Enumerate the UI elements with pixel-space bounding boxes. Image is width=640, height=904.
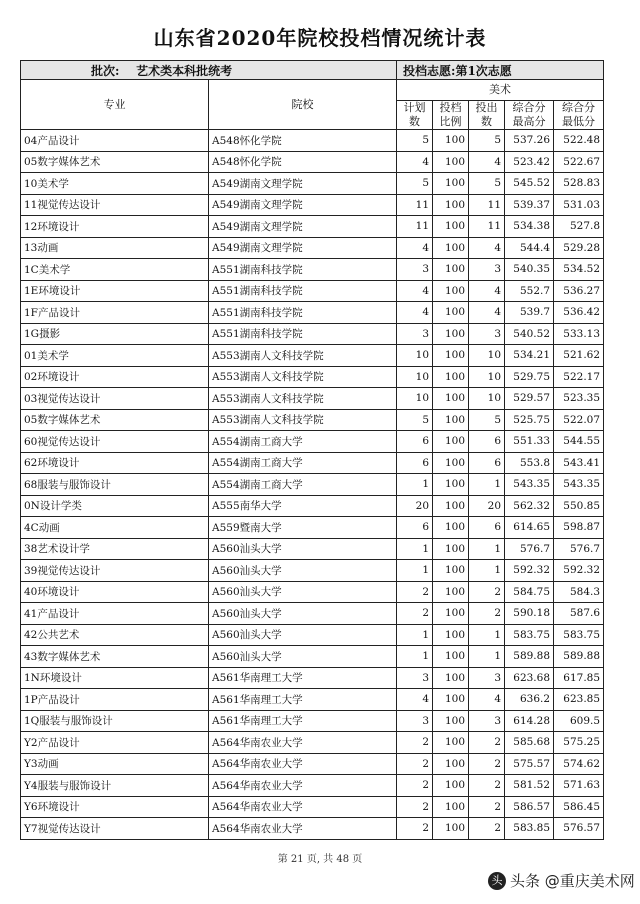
cell-min: 574.62 bbox=[554, 753, 604, 775]
cell-min: 523.35 bbox=[554, 388, 604, 410]
cell-min: 623.85 bbox=[554, 689, 604, 711]
cell-out: 2 bbox=[469, 753, 505, 775]
cell-out: 4 bbox=[469, 151, 505, 173]
cell-ratio: 100 bbox=[433, 194, 469, 216]
cell-major: 02环境设计 bbox=[21, 366, 209, 388]
cell-ratio: 100 bbox=[433, 302, 469, 324]
cell-out: 10 bbox=[469, 345, 505, 367]
cell-out: 2 bbox=[469, 796, 505, 818]
cell-ratio: 100 bbox=[433, 474, 469, 496]
cell-plan: 6 bbox=[397, 452, 433, 474]
cell-school: A564华南农业大学 bbox=[209, 732, 397, 754]
cell-min: 576.7 bbox=[554, 538, 604, 560]
cell-school: A560汕头大学 bbox=[209, 538, 397, 560]
cell-major: Y2产品设计 bbox=[21, 732, 209, 754]
cell-school: A551湖南科技学院 bbox=[209, 302, 397, 324]
cell-min: 544.55 bbox=[554, 431, 604, 453]
header-plan: 计划数 bbox=[397, 101, 433, 130]
cell-out: 20 bbox=[469, 495, 505, 517]
cell-plan: 1 bbox=[397, 538, 433, 560]
cell-school: A548怀化学院 bbox=[209, 130, 397, 152]
cell-min: 527.8 bbox=[554, 216, 604, 238]
cell-school: A560汕头大学 bbox=[209, 581, 397, 603]
cell-major: 01美术学 bbox=[21, 345, 209, 367]
cell-out: 2 bbox=[469, 581, 505, 603]
table-row bbox=[21, 194, 604, 216]
cell-max: 529.57 bbox=[505, 388, 554, 410]
cell-out: 11 bbox=[469, 216, 505, 238]
cell-plan: 2 bbox=[397, 732, 433, 754]
cell-school: A561华南理工大学 bbox=[209, 667, 397, 689]
table-row bbox=[21, 280, 604, 302]
cell-major: 39视觉传达设计 bbox=[21, 560, 209, 582]
cell-out: 4 bbox=[469, 280, 505, 302]
cell-max: 529.75 bbox=[505, 366, 554, 388]
cell-major: 11视觉传达设计 bbox=[21, 194, 209, 216]
cell-min: 529.28 bbox=[554, 237, 604, 259]
cell-major: 1G摄影 bbox=[21, 323, 209, 345]
cell-ratio: 100 bbox=[433, 323, 469, 345]
cell-plan: 4 bbox=[397, 302, 433, 324]
table-row bbox=[21, 560, 604, 582]
cell-max: 553.8 bbox=[505, 452, 554, 474]
cell-min: 550.85 bbox=[554, 495, 604, 517]
table-body bbox=[21, 130, 604, 840]
cell-plan: 6 bbox=[397, 431, 433, 453]
cell-out: 3 bbox=[469, 259, 505, 281]
cell-major: 05数字媒体艺术 bbox=[21, 409, 209, 431]
cell-plan: 4 bbox=[397, 237, 433, 259]
cell-school: A560汕头大学 bbox=[209, 603, 397, 625]
cell-ratio: 100 bbox=[433, 581, 469, 603]
cell-min: 584.3 bbox=[554, 581, 604, 603]
cell-ratio: 100 bbox=[433, 130, 469, 152]
cell-min: 571.63 bbox=[554, 775, 604, 797]
table-row bbox=[21, 517, 604, 539]
cell-major: 1Q服装与服饰设计 bbox=[21, 710, 209, 732]
cell-min: 543.41 bbox=[554, 452, 604, 474]
cell-max: 623.68 bbox=[505, 667, 554, 689]
table-row bbox=[21, 452, 604, 474]
batch-cell bbox=[21, 61, 397, 80]
cell-major: 05数字媒体艺术 bbox=[21, 151, 209, 173]
cell-major: 1P产品设计 bbox=[21, 689, 209, 711]
cell-min: 536.42 bbox=[554, 302, 604, 324]
cell-ratio: 100 bbox=[433, 431, 469, 453]
cell-school: A551湖南科技学院 bbox=[209, 280, 397, 302]
cell-min: 534.52 bbox=[554, 259, 604, 281]
cell-max: 589.88 bbox=[505, 646, 554, 668]
batch-value: 艺术类本科批统考 bbox=[136, 63, 233, 78]
cell-out: 1 bbox=[469, 646, 505, 668]
table-row bbox=[21, 323, 604, 345]
table-row bbox=[21, 796, 604, 818]
cell-major: 1F产品设计 bbox=[21, 302, 209, 324]
toutiao-logo-icon: 头 bbox=[488, 872, 506, 890]
cell-out: 5 bbox=[469, 173, 505, 195]
cell-plan: 11 bbox=[397, 194, 433, 216]
cell-major: 0N设计学类 bbox=[21, 495, 209, 517]
cell-max: 551.33 bbox=[505, 431, 554, 453]
cell-ratio: 100 bbox=[433, 345, 469, 367]
cell-ratio: 100 bbox=[433, 366, 469, 388]
cell-min: 592.32 bbox=[554, 560, 604, 582]
cell-major: 40环境设计 bbox=[21, 581, 209, 603]
cell-ratio: 100 bbox=[433, 667, 469, 689]
cell-max: 540.52 bbox=[505, 323, 554, 345]
cell-school: A553湖南人文科技学院 bbox=[209, 409, 397, 431]
cell-min: 575.25 bbox=[554, 732, 604, 754]
cell-out: 5 bbox=[469, 130, 505, 152]
cell-ratio: 100 bbox=[433, 753, 469, 775]
cell-major: 43数字媒体艺术 bbox=[21, 646, 209, 668]
watermark bbox=[488, 870, 635, 891]
cell-ratio: 100 bbox=[433, 517, 469, 539]
cell-out: 3 bbox=[469, 667, 505, 689]
cell-max: 576.7 bbox=[505, 538, 554, 560]
cell-school: A554湖南工商大学 bbox=[209, 431, 397, 453]
cell-ratio: 100 bbox=[433, 796, 469, 818]
cell-school: A561华南理工大学 bbox=[209, 710, 397, 732]
table-row bbox=[21, 474, 604, 496]
cell-min: 543.35 bbox=[554, 474, 604, 496]
cell-out: 3 bbox=[469, 710, 505, 732]
cell-out: 4 bbox=[469, 302, 505, 324]
cell-min: 522.48 bbox=[554, 130, 604, 152]
cell-plan: 3 bbox=[397, 323, 433, 345]
cell-min: 598.87 bbox=[554, 517, 604, 539]
cell-max: 537.26 bbox=[505, 130, 554, 152]
cell-major: 04产品设计 bbox=[21, 130, 209, 152]
cell-school: A564华南农业大学 bbox=[209, 818, 397, 840]
cell-ratio: 100 bbox=[433, 624, 469, 646]
header-row-1 bbox=[21, 80, 604, 101]
cell-school: A560汕头大学 bbox=[209, 560, 397, 582]
cell-max: 592.32 bbox=[505, 560, 554, 582]
cell-min: 586.45 bbox=[554, 796, 604, 818]
table-row bbox=[21, 624, 604, 646]
cell-ratio: 100 bbox=[433, 560, 469, 582]
cell-out: 1 bbox=[469, 560, 505, 582]
table-row bbox=[21, 538, 604, 560]
cell-min: 533.13 bbox=[554, 323, 604, 345]
cell-plan: 3 bbox=[397, 259, 433, 281]
table-row bbox=[21, 216, 604, 238]
cell-min: 587.6 bbox=[554, 603, 604, 625]
cell-out: 6 bbox=[469, 452, 505, 474]
cell-out: 6 bbox=[469, 517, 505, 539]
cell-plan: 5 bbox=[397, 409, 433, 431]
table-row bbox=[21, 667, 604, 689]
header-out: 投出数 bbox=[469, 101, 505, 130]
cell-major: 1C美术学 bbox=[21, 259, 209, 281]
cell-major: 68服装与服饰设计 bbox=[21, 474, 209, 496]
table-row bbox=[21, 345, 604, 367]
cell-major: Y3动画 bbox=[21, 753, 209, 775]
cell-min: 528.83 bbox=[554, 173, 604, 195]
cell-ratio: 100 bbox=[433, 452, 469, 474]
cell-major: 42公共艺术 bbox=[21, 624, 209, 646]
cell-max: 585.68 bbox=[505, 732, 554, 754]
cell-ratio: 100 bbox=[433, 818, 469, 840]
cell-out: 2 bbox=[469, 818, 505, 840]
cell-major: Y7视觉传达设计 bbox=[21, 818, 209, 840]
cell-max: 540.35 bbox=[505, 259, 554, 281]
cell-school: A561华南理工大学 bbox=[209, 689, 397, 711]
cell-ratio: 100 bbox=[433, 603, 469, 625]
cell-ratio: 100 bbox=[433, 280, 469, 302]
cell-max: 586.57 bbox=[505, 796, 554, 818]
cell-max: 562.32 bbox=[505, 495, 554, 517]
cell-min: 583.75 bbox=[554, 624, 604, 646]
cell-school: A553湖南人文科技学院 bbox=[209, 345, 397, 367]
cell-max: 581.52 bbox=[505, 775, 554, 797]
cell-min: 609.5 bbox=[554, 710, 604, 732]
cell-plan: 4 bbox=[397, 689, 433, 711]
table-row bbox=[21, 581, 604, 603]
cell-plan: 2 bbox=[397, 581, 433, 603]
cell-min: 536.27 bbox=[554, 280, 604, 302]
table-row bbox=[21, 366, 604, 388]
cell-out: 4 bbox=[469, 689, 505, 711]
cell-major: 03视觉传达设计 bbox=[21, 388, 209, 410]
cell-school: A554湖南工商大学 bbox=[209, 474, 397, 496]
table-row bbox=[21, 237, 604, 259]
header-min: 综合分最低分 bbox=[554, 101, 604, 130]
cell-plan: 1 bbox=[397, 560, 433, 582]
cell-major: 13动画 bbox=[21, 237, 209, 259]
cell-plan: 3 bbox=[397, 667, 433, 689]
cell-plan: 2 bbox=[397, 796, 433, 818]
table-row bbox=[21, 151, 604, 173]
cell-plan: 3 bbox=[397, 710, 433, 732]
cell-ratio: 100 bbox=[433, 689, 469, 711]
cell-ratio: 100 bbox=[433, 259, 469, 281]
cell-school: A560汕头大学 bbox=[209, 646, 397, 668]
cell-min: 522.17 bbox=[554, 366, 604, 388]
cell-plan: 2 bbox=[397, 753, 433, 775]
header-major: 专业 bbox=[21, 80, 209, 130]
cell-school: A551湖南科技学院 bbox=[209, 323, 397, 345]
cell-out: 5 bbox=[469, 409, 505, 431]
cell-school: A551湖南科技学院 bbox=[209, 259, 397, 281]
cell-ratio: 100 bbox=[433, 237, 469, 259]
cell-major: 62环境设计 bbox=[21, 452, 209, 474]
cell-ratio: 100 bbox=[433, 646, 469, 668]
cell-plan: 1 bbox=[397, 474, 433, 496]
cell-ratio: 100 bbox=[433, 775, 469, 797]
cell-plan: 2 bbox=[397, 603, 433, 625]
table-row bbox=[21, 818, 604, 840]
table-row bbox=[21, 732, 604, 754]
cell-min: 531.03 bbox=[554, 194, 604, 216]
cell-school: A553湖南人文科技学院 bbox=[209, 388, 397, 410]
cell-ratio: 100 bbox=[433, 710, 469, 732]
cell-plan: 2 bbox=[397, 818, 433, 840]
table-row bbox=[21, 710, 604, 732]
cell-out: 4 bbox=[469, 237, 505, 259]
table-row bbox=[21, 431, 604, 453]
cell-major: Y4服装与服饰设计 bbox=[21, 775, 209, 797]
cell-out: 10 bbox=[469, 388, 505, 410]
cell-max: 614.65 bbox=[505, 517, 554, 539]
wish-label: 投档志愿:第1次志愿 bbox=[397, 61, 604, 80]
table-row bbox=[21, 689, 604, 711]
cell-max: 583.75 bbox=[505, 624, 554, 646]
cell-min: 522.07 bbox=[554, 409, 604, 431]
cell-ratio: 100 bbox=[433, 538, 469, 560]
cell-school: A564华南农业大学 bbox=[209, 753, 397, 775]
cell-major: 1N环境设计 bbox=[21, 667, 209, 689]
cell-max: 534.21 bbox=[505, 345, 554, 367]
cell-plan: 10 bbox=[397, 388, 433, 410]
cell-out: 10 bbox=[469, 366, 505, 388]
cell-ratio: 100 bbox=[433, 495, 469, 517]
cell-plan: 5 bbox=[397, 130, 433, 152]
cell-school: A549湖南文理学院 bbox=[209, 194, 397, 216]
table-row bbox=[21, 495, 604, 517]
cell-max: 534.38 bbox=[505, 216, 554, 238]
cell-major: 4C动画 bbox=[21, 517, 209, 539]
header-group: 美术 bbox=[397, 80, 604, 101]
cell-max: 614.28 bbox=[505, 710, 554, 732]
cell-max: 545.52 bbox=[505, 173, 554, 195]
batch-label: 批次: bbox=[91, 63, 120, 78]
cell-max: 583.85 bbox=[505, 818, 554, 840]
cell-plan: 1 bbox=[397, 624, 433, 646]
cell-ratio: 100 bbox=[433, 216, 469, 238]
cell-major: 10美术学 bbox=[21, 173, 209, 195]
page-footer: 第 21 页, 共 48 页 bbox=[277, 854, 363, 865]
cell-out: 11 bbox=[469, 194, 505, 216]
cell-plan: 5 bbox=[397, 173, 433, 195]
cell-max: 539.37 bbox=[505, 194, 554, 216]
cell-school: A549湖南文理学院 bbox=[209, 237, 397, 259]
watermark-text: 头条 @重庆美术网 bbox=[510, 872, 635, 890]
cell-out: 1 bbox=[469, 624, 505, 646]
table-row bbox=[21, 302, 604, 324]
cell-school: A549湖南文理学院 bbox=[209, 216, 397, 238]
cell-out: 2 bbox=[469, 732, 505, 754]
cell-school: A564华南农业大学 bbox=[209, 775, 397, 797]
cell-max: 525.75 bbox=[505, 409, 554, 431]
cell-min: 521.62 bbox=[554, 345, 604, 367]
cell-plan: 6 bbox=[397, 517, 433, 539]
cell-school: A554湖南工商大学 bbox=[209, 452, 397, 474]
cell-school: A553湖南人文科技学院 bbox=[209, 366, 397, 388]
table-row bbox=[21, 130, 604, 152]
cell-out: 1 bbox=[469, 538, 505, 560]
cell-plan: 4 bbox=[397, 280, 433, 302]
table-row bbox=[21, 753, 604, 775]
cell-max: 523.42 bbox=[505, 151, 554, 173]
cell-max: 539.7 bbox=[505, 302, 554, 324]
cell-plan: 4 bbox=[397, 151, 433, 173]
page-title: 山东省2020年院校投档情况统计表 bbox=[153, 26, 487, 50]
table-row bbox=[21, 388, 604, 410]
cell-major: 41产品设计 bbox=[21, 603, 209, 625]
cell-out: 3 bbox=[469, 323, 505, 345]
cell-ratio: 100 bbox=[433, 388, 469, 410]
cell-plan: 20 bbox=[397, 495, 433, 517]
table-row bbox=[21, 259, 604, 281]
cell-min: 589.88 bbox=[554, 646, 604, 668]
cell-plan: 10 bbox=[397, 366, 433, 388]
cell-max: 544.4 bbox=[505, 237, 554, 259]
table-row bbox=[21, 603, 604, 625]
header-ratio: 投档比例 bbox=[433, 101, 469, 130]
cell-max: 636.2 bbox=[505, 689, 554, 711]
cell-school: A548怀化学院 bbox=[209, 151, 397, 173]
cell-min: 522.67 bbox=[554, 151, 604, 173]
cell-max: 543.35 bbox=[505, 474, 554, 496]
cell-school: A549湖南文理学院 bbox=[209, 173, 397, 195]
cell-ratio: 100 bbox=[433, 173, 469, 195]
table-row bbox=[21, 775, 604, 797]
cell-max: 584.75 bbox=[505, 581, 554, 603]
cell-major: 12环境设计 bbox=[21, 216, 209, 238]
cell-major: 1E环境设计 bbox=[21, 280, 209, 302]
cell-max: 590.18 bbox=[505, 603, 554, 625]
cell-school: A564华南农业大学 bbox=[209, 796, 397, 818]
batch-row bbox=[21, 61, 604, 80]
cell-ratio: 100 bbox=[433, 732, 469, 754]
cell-max: 552.7 bbox=[505, 280, 554, 302]
cell-out: 1 bbox=[469, 474, 505, 496]
admission-table bbox=[20, 60, 604, 840]
table-row bbox=[21, 646, 604, 668]
cell-out: 2 bbox=[469, 603, 505, 625]
cell-major: Y6环境设计 bbox=[21, 796, 209, 818]
cell-out: 2 bbox=[469, 775, 505, 797]
header-school: 院校 bbox=[209, 80, 397, 130]
cell-min: 576.57 bbox=[554, 818, 604, 840]
cell-plan: 2 bbox=[397, 775, 433, 797]
cell-plan: 11 bbox=[397, 216, 433, 238]
cell-school: A555南华大学 bbox=[209, 495, 397, 517]
cell-major: 38艺术设计学 bbox=[21, 538, 209, 560]
cell-ratio: 100 bbox=[433, 151, 469, 173]
header-max: 综合分最高分 bbox=[505, 101, 554, 130]
cell-min: 617.85 bbox=[554, 667, 604, 689]
cell-plan: 1 bbox=[397, 646, 433, 668]
cell-major: 60视觉传达设计 bbox=[21, 431, 209, 453]
cell-school: A559暨南大学 bbox=[209, 517, 397, 539]
table-row bbox=[21, 409, 604, 431]
cell-out: 6 bbox=[469, 431, 505, 453]
table-row bbox=[21, 173, 604, 195]
cell-plan: 10 bbox=[397, 345, 433, 367]
cell-max: 575.57 bbox=[505, 753, 554, 775]
cell-ratio: 100 bbox=[433, 409, 469, 431]
stats-sheet bbox=[20, 60, 603, 840]
cell-school: A560汕头大学 bbox=[209, 624, 397, 646]
